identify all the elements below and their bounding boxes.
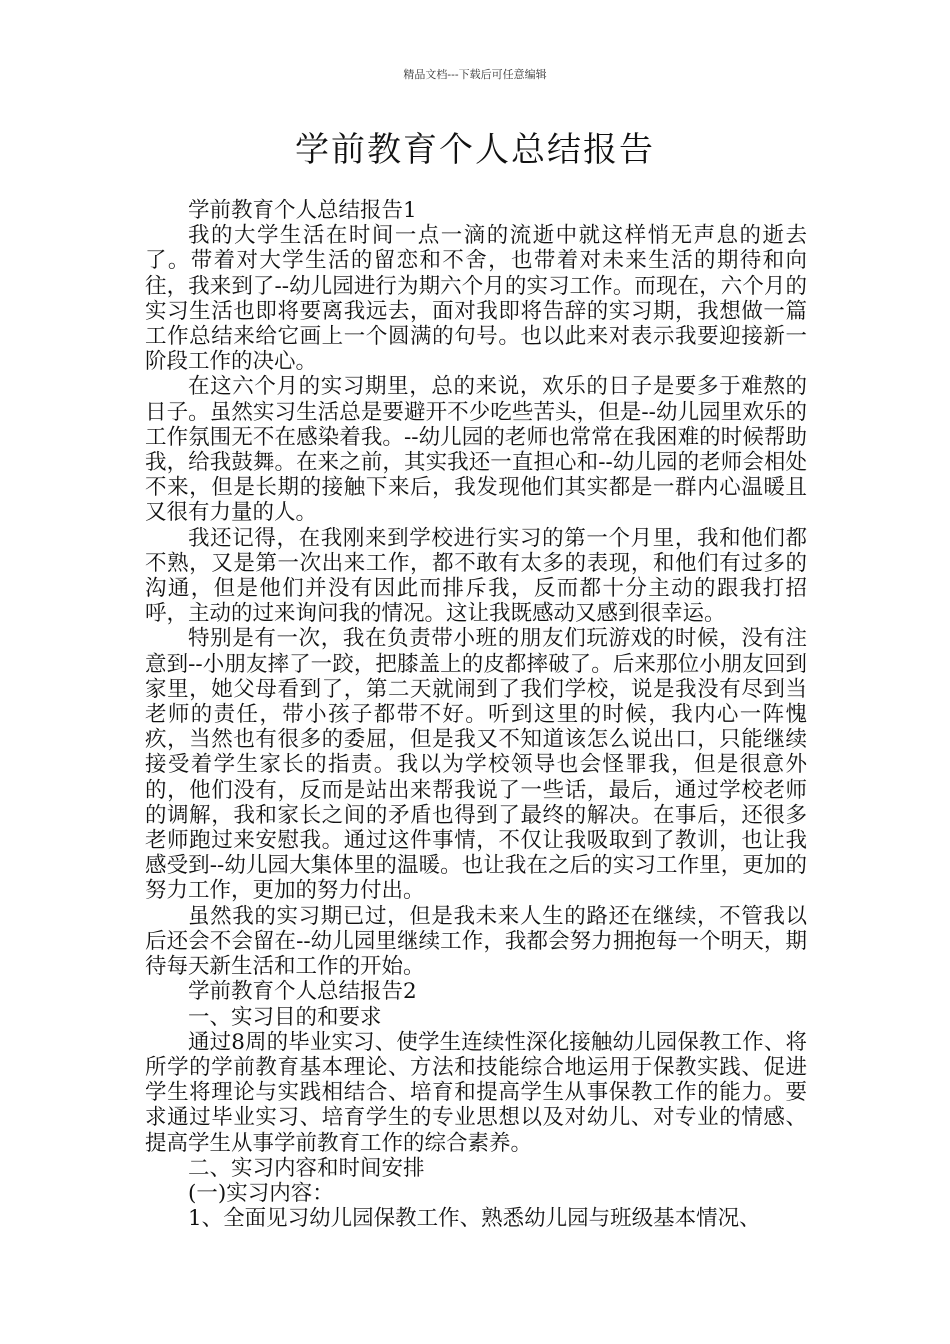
subheading-purpose: 一、实习目的和要求 <box>188 1004 382 1030</box>
subheading-content-schedule: 二、实习内容和时间安排 <box>188 1155 425 1181</box>
header-note: 精品文档---下载后可任意编辑 <box>403 68 547 81</box>
paragraph: 通过8周的毕业实习、使学生连续性深化接触幼儿园保教工作、将所学的学前教育基本理论、方法和技能综合地运用于保教实践、促进学生将理论与实践相结合、培育和提高学生从事保教工作的能力。要求通过毕业实习、培育学生的专业思想以及对幼儿、对专业的情感、提高学生从事学前教育工作的综合素养。 <box>145 1029 807 1156</box>
subheading-content: (一)实习内容： <box>188 1180 334 1206</box>
document-body <box>145 198 807 1231</box>
paragraph: 在这六个月的实习期里，总的来说，欢乐的日子是要多于难熬的日子。虽然实习生活总是要避开不少吃些苦头，但是--幼儿园里欢乐的工作氛围无不在感染着我。--幼儿园的老师也常常在我困难的时候帮助我，给我鼓舞。在来之前，其实我还一直担心和--幼儿园的老师会相处不来，但是长期的接触下来后，我发现他们其实都是一群内心温暖且又很有力量的人。 <box>145 374 807 526</box>
list-item: 1、全面见习幼儿园保教工作、熟悉幼儿园与班级基本情况、 <box>188 1206 761 1232</box>
paragraph: 虽然我的实习期已过，但是我未来人生的路还在继续，不管我以后还会不会留在--幼儿园里继续工作，我都会努力拥抱每一个明天，期待每天新生活和工作的开始。 <box>145 903 807 980</box>
section-heading-report-2: 学前教育个人总结报告2 <box>188 979 417 1005</box>
document-title: 学前教育个人总结报告 <box>295 130 655 170</box>
paragraph: 我的大学生活在时间一点一滴的流逝中就这样悄无声息的逝去了。带着对大学生活的留恋和不舍，也带着对未来生活的期待和向往，我来到了--幼儿园进行为期六个月的实习工作。而现在，六个月的实习生活也即将要离我远去，面对我即将告辞的实习期，我想做一篇工作总结来给它画上一个圆满的句号。也以此来对表示我要迎接新一阶段工作的决心。 <box>145 223 807 375</box>
section-heading-report-1: 学前教育个人总结报告1 <box>188 198 417 223</box>
paragraph: 我还记得，在我刚来到学校进行实习的第一个月里，我和他们都不熟，又是第一次出来工作，都不敢有太多的表现，和他们有过多的沟通，但是他们并没有因此而排斥我，反而都十分主动的跟我打招呼，主动的过来询问我的情况。这让我既感动又感到很幸运。 <box>145 525 807 627</box>
paragraph: 特别是有一次，我在负责带小班的朋友们玩游戏的时候，没有注意到--小朋友摔了一跤，把膝盖上的皮都摔破了。后来那位小朋友回到家里，她父母看到了，第二天就闹到了我们学校，说是我没有尽到当老师的责任，带小孩子都带不好。听到这里的时候，我内心一阵愧疚，当然也有很多的委屈，但是我又不知道该怎么说出口，只能继续接受着学生家长的指责。我以为学校领导也会怪罪我，但是很意外的，他们没有，反而是站出来帮我说了一些话，最后，通过学校老师的调解，我和家长之间的矛盾也得到了最终的解决。在事后，还很多老师跑过来安慰我。通过这件事情，不仅让我吸取到了教训，也让我感受到--幼儿园大集体里的温暖。也让我在之后的实习工作里，更加的努力工作，更加的努力付出。 <box>145 626 807 904</box>
